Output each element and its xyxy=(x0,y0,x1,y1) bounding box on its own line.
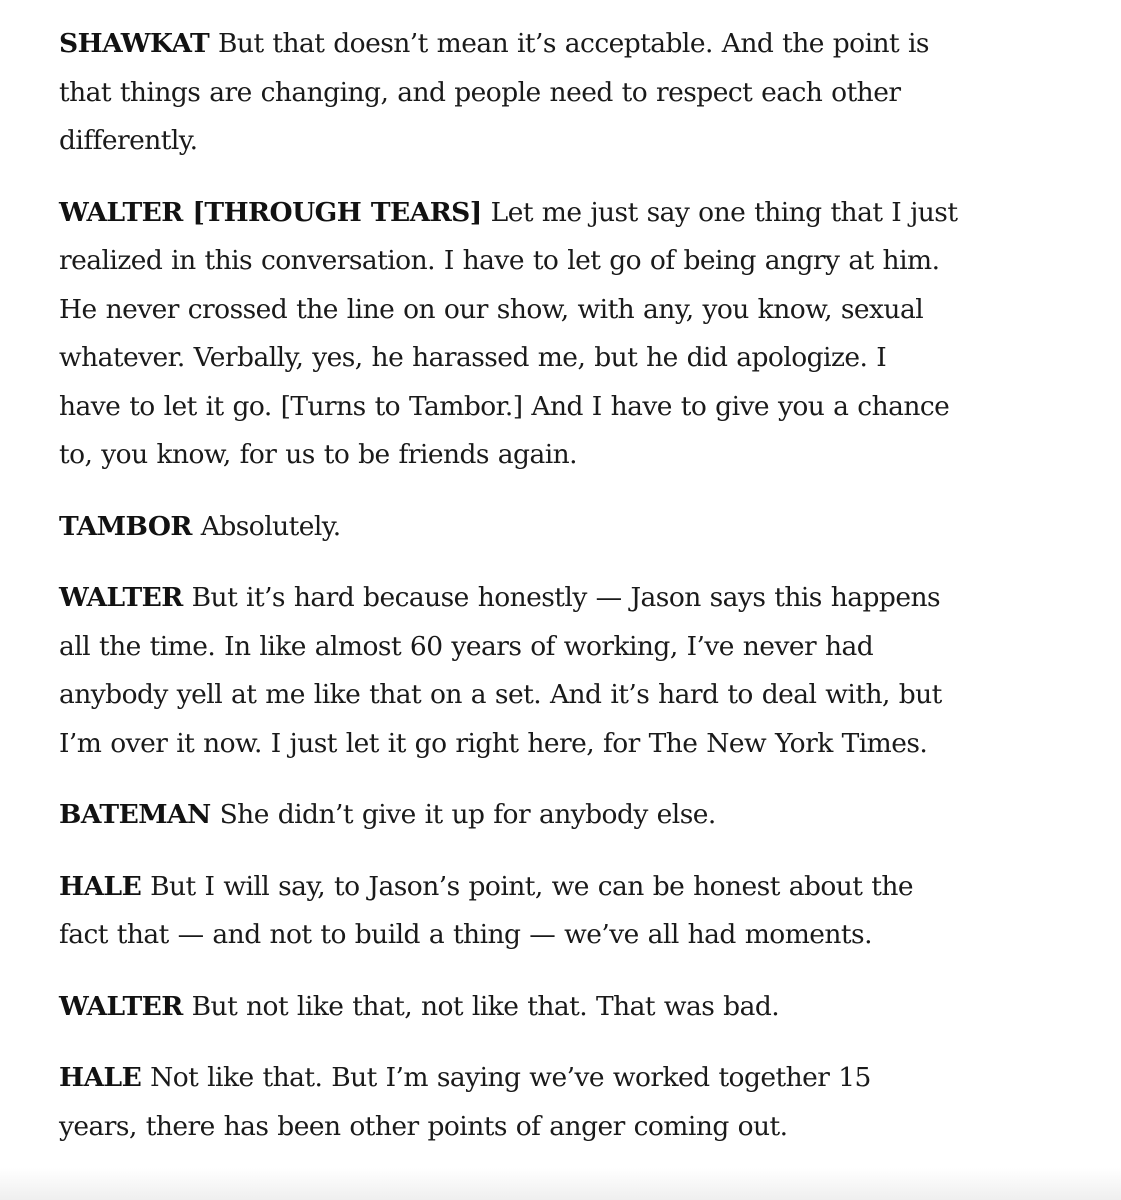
transcript-line: that things are changing, and people need to respect each other xyxy=(59,76,901,108)
transcript-line: have to let it go. [Turns to Tambor.] And I have to give you a chance xyxy=(59,390,950,422)
speaker-name: HALE xyxy=(59,1062,142,1093)
transcript-paragraph xyxy=(59,863,1069,960)
transcript-line: to, you know, for us to be friends again. xyxy=(59,439,578,470)
transcript-line: anybody yell at me like that on a set. And it’s hard to deal with, but xyxy=(59,679,942,710)
dialogue-text: But I will say, to Jason’s point, we can be honest about the xyxy=(150,870,914,902)
speaker-name: TAMBOR xyxy=(59,510,192,542)
transcript-line: realized in this conversation. I have to let go of being angry at him. xyxy=(59,245,940,276)
speaker-name: WALTER xyxy=(59,990,183,1022)
dialogue-text: But it’s hard because honestly — Jason says this happens xyxy=(191,582,941,613)
speaker-name: SHAWKAT xyxy=(59,28,210,59)
transcript-line: differently. xyxy=(59,125,198,156)
transcript-line: I’m over it now. I just let it go right here, for The New York Times. xyxy=(59,727,928,759)
transcript-line xyxy=(59,983,1069,1032)
transcript-line xyxy=(59,791,1069,840)
dialogue-text: Absolutely. xyxy=(200,510,341,542)
transcript-line xyxy=(59,189,1069,238)
transcript-paragraph xyxy=(59,503,1069,552)
transcript-line: He never crossed the line on our show, with any, you know, sexual xyxy=(59,293,924,325)
dialogue-text: But not like that, not like that. That was bad. xyxy=(191,990,780,1022)
transcript-line xyxy=(59,503,1069,552)
speaker-name: WALTER [THROUGH TEARS] xyxy=(59,196,482,228)
dialogue-text: She didn’t give it up for anybody else. xyxy=(219,799,716,830)
dialogue-text: But that doesn’t mean it’s acceptable. And the point is xyxy=(218,28,929,59)
transcript-line: fact that — and not to build a thing — we’ve all had moments. xyxy=(59,919,872,950)
speaker-name: WALTER xyxy=(59,582,183,613)
transcript-paragraph xyxy=(59,574,1069,768)
transcript-paragraph xyxy=(59,20,1069,166)
dialogue-text: Let me just say one thing that I just xyxy=(490,196,958,228)
transcript-paragraph xyxy=(59,189,1069,480)
transcript-paragraph xyxy=(59,791,1069,840)
dialogue-text: Not like that. But I’m saying we’ve worked together 15 xyxy=(150,1062,871,1093)
speaker-name: HALE xyxy=(59,870,142,902)
transcript-line xyxy=(59,1054,1069,1103)
transcript-line xyxy=(59,574,1069,623)
speaker-name: BATEMAN xyxy=(59,799,211,830)
transcript-paragraph xyxy=(59,1054,1069,1151)
article-body xyxy=(59,20,1069,1174)
bottom-edge-shadow xyxy=(0,1168,1121,1200)
transcript-paragraph xyxy=(59,983,1069,1032)
transcript-line xyxy=(59,20,1069,69)
transcript-line: all the time. In like almost 60 years of working, I’ve never had xyxy=(59,630,874,662)
transcript-line xyxy=(59,863,1069,912)
transcript-line: whatever. Verbally, yes, he harassed me, but he did apologize. I xyxy=(59,342,887,373)
transcript-line: years, there has been other points of anger coming out. xyxy=(59,1110,788,1142)
